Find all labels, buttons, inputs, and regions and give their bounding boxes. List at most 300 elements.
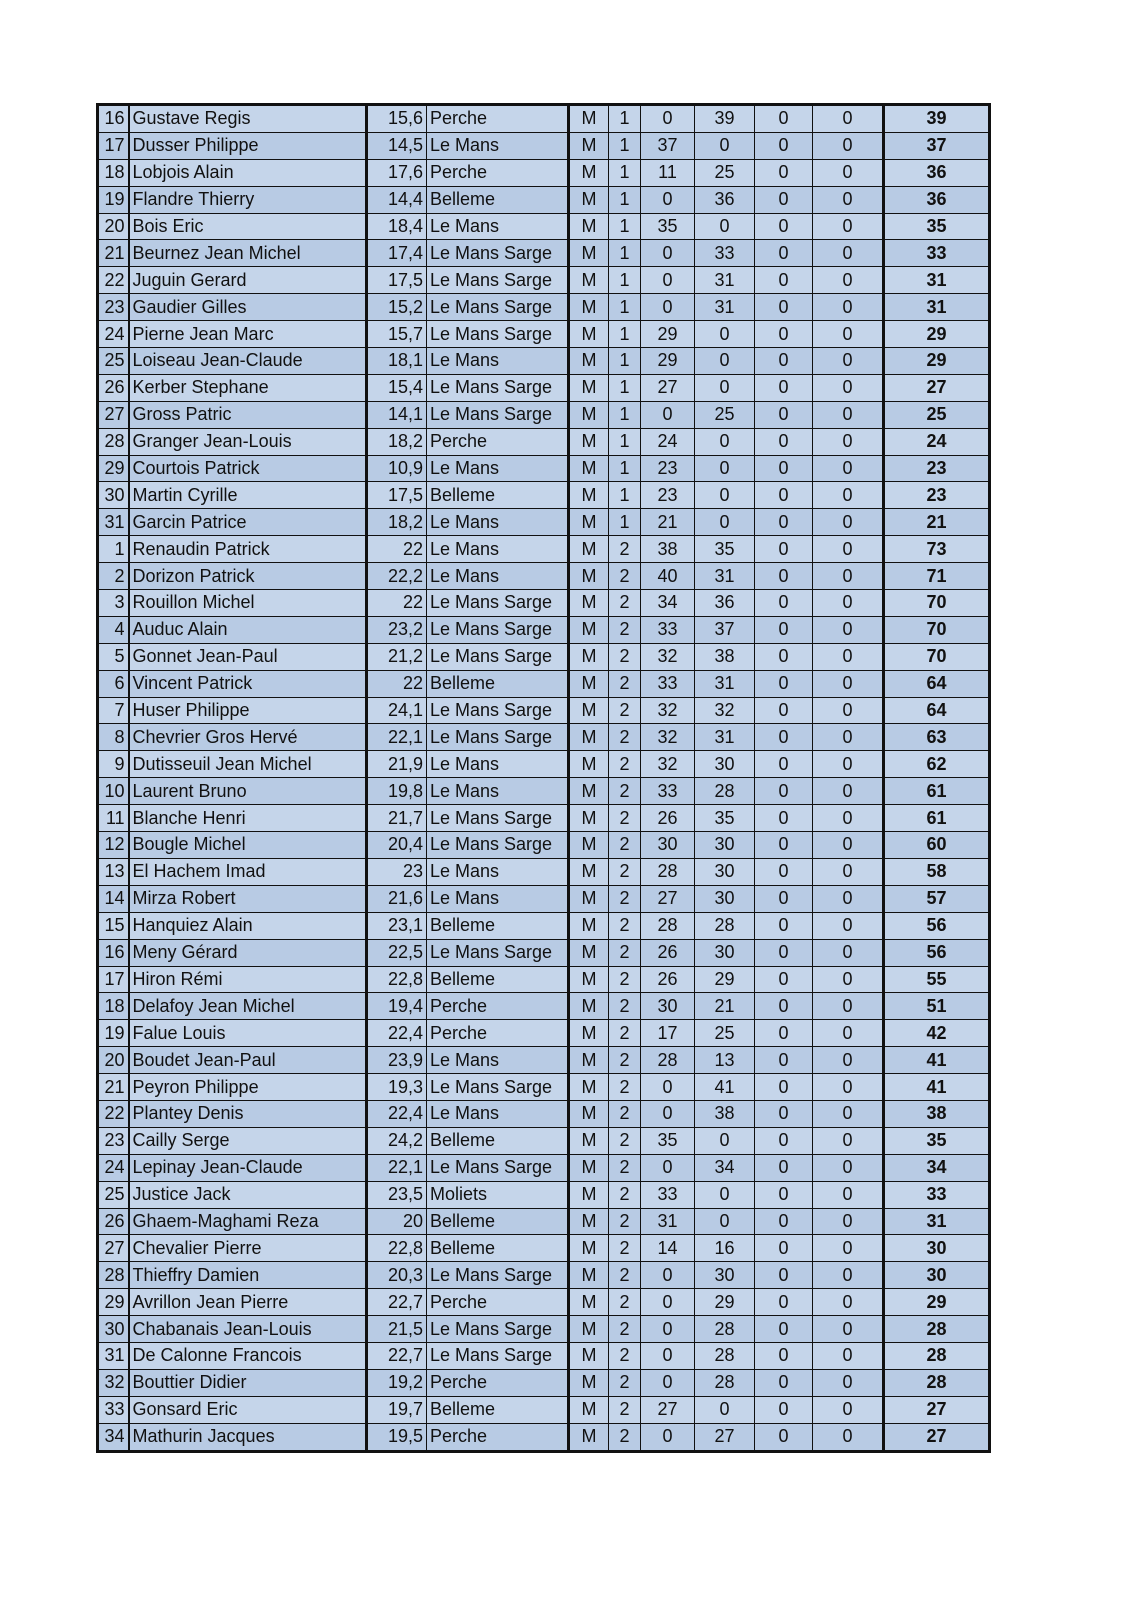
handicap-cell: 22	[367, 590, 427, 617]
round4-score-cell: 0	[813, 724, 884, 751]
category-cell: 1	[609, 294, 641, 321]
player-name-cell: Thieffry Damien	[129, 1262, 367, 1289]
gender-cell: M	[569, 670, 609, 697]
round4-score-cell: 0	[813, 939, 884, 966]
rank-cell: 23	[98, 294, 129, 321]
round4-score-cell: 0	[813, 1154, 884, 1181]
club-cell: Le Mans Sarge	[427, 1074, 569, 1101]
total-score-cell: 51	[884, 993, 990, 1020]
player-name-cell: Chabanais Jean-Louis	[129, 1316, 367, 1343]
total-score-cell: 27	[884, 1423, 990, 1451]
round3-score-cell: 0	[755, 240, 813, 267]
club-cell: Le Mans	[427, 751, 569, 778]
player-name-cell: Vincent Patrick	[129, 670, 367, 697]
handicap-cell: 18,2	[367, 509, 427, 536]
handicap-cell: 19,8	[367, 778, 427, 805]
total-score-cell: 28	[884, 1369, 990, 1396]
club-cell: Le Mans Sarge	[427, 643, 569, 670]
club-cell: Perche	[427, 1423, 569, 1451]
club-cell: Belleme	[427, 482, 569, 509]
rank-cell: 23	[98, 1127, 129, 1154]
club-cell: Le Mans Sarge	[427, 1154, 569, 1181]
round2-score-cell: 27	[695, 1423, 755, 1451]
category-cell: 1	[609, 348, 641, 375]
table-row	[98, 885, 990, 912]
gender-cell: M	[569, 428, 609, 455]
rank-cell: 16	[98, 105, 129, 133]
round1-score-cell: 0	[641, 1342, 695, 1369]
rank-cell: 8	[98, 724, 129, 751]
player-name-cell: Laurent Bruno	[129, 778, 367, 805]
round1-score-cell: 31	[641, 1208, 695, 1235]
total-score-cell: 58	[884, 858, 990, 885]
round1-score-cell: 32	[641, 724, 695, 751]
total-score-cell: 31	[884, 294, 990, 321]
table-row	[98, 1369, 990, 1396]
round4-score-cell: 0	[813, 966, 884, 993]
round2-score-cell: 30	[695, 832, 755, 859]
category-cell: 2	[609, 1047, 641, 1074]
round2-score-cell: 25	[695, 401, 755, 428]
player-name-cell: Gaudier Gilles	[129, 294, 367, 321]
handicap-cell: 20,3	[367, 1262, 427, 1289]
round2-score-cell: 30	[695, 751, 755, 778]
gender-cell: M	[569, 267, 609, 294]
round3-score-cell: 0	[755, 321, 813, 348]
table-row	[98, 643, 990, 670]
category-cell: 1	[609, 482, 641, 509]
table-row	[98, 240, 990, 267]
table-row	[98, 267, 990, 294]
table-row	[98, 159, 990, 186]
gender-cell: M	[569, 643, 609, 670]
round2-score-cell: 25	[695, 159, 755, 186]
rank-cell: 3	[98, 590, 129, 617]
handicap-cell: 22,4	[367, 1020, 427, 1047]
table-row	[98, 1208, 990, 1235]
club-cell: Le Mans Sarge	[427, 590, 569, 617]
club-cell: Belleme	[427, 1235, 569, 1262]
round3-score-cell: 0	[755, 670, 813, 697]
gender-cell: M	[569, 563, 609, 590]
category-cell: 1	[609, 186, 641, 213]
handicap-cell: 14,1	[367, 401, 427, 428]
gender-cell: M	[569, 939, 609, 966]
table-row	[98, 1423, 990, 1451]
round3-score-cell: 0	[755, 536, 813, 563]
club-cell: Le Mans	[427, 563, 569, 590]
category-cell: 2	[609, 1100, 641, 1127]
total-score-cell: 42	[884, 1020, 990, 1047]
round1-score-cell: 29	[641, 321, 695, 348]
handicap-cell: 15,7	[367, 321, 427, 348]
handicap-cell: 23,5	[367, 1181, 427, 1208]
player-name-cell: Kerber Stephane	[129, 374, 367, 401]
round1-score-cell: 28	[641, 858, 695, 885]
table-row	[98, 536, 990, 563]
player-name-cell: Lepinay Jean-Claude	[129, 1154, 367, 1181]
handicap-cell: 19,7	[367, 1396, 427, 1423]
handicap-cell: 19,2	[367, 1369, 427, 1396]
round1-score-cell: 0	[641, 1289, 695, 1316]
gender-cell: M	[569, 778, 609, 805]
total-score-cell: 70	[884, 616, 990, 643]
total-score-cell: 27	[884, 1396, 990, 1423]
handicap-cell: 20	[367, 1208, 427, 1235]
round3-score-cell: 0	[755, 1316, 813, 1343]
club-cell: Le Mans Sarge	[427, 374, 569, 401]
round1-score-cell: 33	[641, 616, 695, 643]
handicap-cell: 22,7	[367, 1289, 427, 1316]
club-cell: Le Mans	[427, 536, 569, 563]
round2-score-cell: 28	[695, 912, 755, 939]
table-row	[98, 993, 990, 1020]
round1-score-cell: 30	[641, 832, 695, 859]
round4-score-cell: 0	[813, 697, 884, 724]
round3-score-cell: 0	[755, 939, 813, 966]
club-cell: Belleme	[427, 186, 569, 213]
round1-score-cell: 0	[641, 267, 695, 294]
table-row	[98, 563, 990, 590]
total-score-cell: 57	[884, 885, 990, 912]
table-row	[98, 697, 990, 724]
round1-score-cell: 0	[641, 240, 695, 267]
category-cell: 2	[609, 1074, 641, 1101]
club-cell: Le Mans	[427, 1100, 569, 1127]
gender-cell: M	[569, 993, 609, 1020]
table-row	[98, 1127, 990, 1154]
total-score-cell: 56	[884, 912, 990, 939]
player-name-cell: Peyron Philippe	[129, 1074, 367, 1101]
round1-score-cell: 0	[641, 294, 695, 321]
handicap-cell: 22	[367, 670, 427, 697]
handicap-cell: 22,1	[367, 724, 427, 751]
round3-score-cell: 0	[755, 1369, 813, 1396]
round1-score-cell: 35	[641, 1127, 695, 1154]
round2-score-cell: 31	[695, 670, 755, 697]
table-row	[98, 1262, 990, 1289]
club-cell: Perche	[427, 1020, 569, 1047]
round3-score-cell: 0	[755, 1181, 813, 1208]
rank-cell: 33	[98, 1396, 129, 1423]
table-row	[98, 1020, 990, 1047]
round4-score-cell: 0	[813, 428, 884, 455]
rank-cell: 11	[98, 805, 129, 832]
rank-cell: 27	[98, 401, 129, 428]
player-name-cell: Garcin Patrice	[129, 509, 367, 536]
table-row	[98, 939, 990, 966]
category-cell: 2	[609, 1154, 641, 1181]
gender-cell: M	[569, 1127, 609, 1154]
total-score-cell: 29	[884, 321, 990, 348]
round4-score-cell: 0	[813, 1181, 884, 1208]
gender-cell: M	[569, 1047, 609, 1074]
round4-score-cell: 0	[813, 1127, 884, 1154]
gender-cell: M	[569, 1074, 609, 1101]
round4-score-cell: 0	[813, 240, 884, 267]
table-row	[98, 805, 990, 832]
club-cell: Belleme	[427, 966, 569, 993]
handicap-cell: 22,5	[367, 939, 427, 966]
player-name-cell: Dusser Philippe	[129, 132, 367, 159]
handicap-cell: 19,4	[367, 993, 427, 1020]
round4-score-cell: 0	[813, 912, 884, 939]
table-row	[98, 428, 990, 455]
table-row	[98, 966, 990, 993]
round2-score-cell: 41	[695, 1074, 755, 1101]
handicap-cell: 17,4	[367, 240, 427, 267]
gender-cell: M	[569, 1235, 609, 1262]
player-name-cell: Dorizon Patrick	[129, 563, 367, 590]
total-score-cell: 56	[884, 939, 990, 966]
club-cell: Le Mans Sarge	[427, 267, 569, 294]
rank-cell: 16	[98, 939, 129, 966]
total-score-cell: 39	[884, 105, 990, 133]
round2-score-cell: 0	[695, 1127, 755, 1154]
table-row	[98, 105, 990, 133]
gender-cell: M	[569, 912, 609, 939]
round2-score-cell: 0	[695, 374, 755, 401]
round4-score-cell: 0	[813, 1235, 884, 1262]
club-cell: Le Mans	[427, 509, 569, 536]
round2-score-cell: 28	[695, 1342, 755, 1369]
rank-cell: 12	[98, 832, 129, 859]
club-cell: Le Mans Sarge	[427, 321, 569, 348]
category-cell: 2	[609, 1235, 641, 1262]
round2-score-cell: 30	[695, 858, 755, 885]
round3-score-cell: 0	[755, 993, 813, 1020]
table-row	[98, 1316, 990, 1343]
round1-score-cell: 21	[641, 509, 695, 536]
round4-score-cell: 0	[813, 186, 884, 213]
results-body	[98, 105, 990, 1452]
rank-cell: 22	[98, 267, 129, 294]
category-cell: 2	[609, 858, 641, 885]
category-cell: 2	[609, 590, 641, 617]
round1-score-cell: 32	[641, 697, 695, 724]
handicap-cell: 18,4	[367, 213, 427, 240]
gender-cell: M	[569, 509, 609, 536]
club-cell: Le Mans	[427, 132, 569, 159]
club-cell: Le Mans Sarge	[427, 294, 569, 321]
player-name-cell: Flandre Thierry	[129, 186, 367, 213]
round4-score-cell: 0	[813, 348, 884, 375]
total-score-cell: 35	[884, 213, 990, 240]
table-row	[98, 509, 990, 536]
handicap-cell: 21,2	[367, 643, 427, 670]
rank-cell: 30	[98, 482, 129, 509]
round2-score-cell: 31	[695, 563, 755, 590]
club-cell: Belleme	[427, 1127, 569, 1154]
category-cell: 1	[609, 455, 641, 482]
round3-score-cell: 0	[755, 1154, 813, 1181]
club-cell: Le Mans	[427, 348, 569, 375]
round4-score-cell: 0	[813, 1423, 884, 1451]
round3-score-cell: 0	[755, 1208, 813, 1235]
player-name-cell: Cailly Serge	[129, 1127, 367, 1154]
round4-score-cell: 0	[813, 1289, 884, 1316]
player-name-cell: Boudet Jean-Paul	[129, 1047, 367, 1074]
round3-score-cell: 0	[755, 1047, 813, 1074]
handicap-cell: 22,4	[367, 1100, 427, 1127]
round1-score-cell: 14	[641, 1235, 695, 1262]
club-cell: Le Mans Sarge	[427, 240, 569, 267]
club-cell: Le Mans Sarge	[427, 832, 569, 859]
club-cell: Le Mans	[427, 213, 569, 240]
category-cell: 2	[609, 912, 641, 939]
round3-score-cell: 0	[755, 294, 813, 321]
round3-score-cell: 0	[755, 159, 813, 186]
round4-score-cell: 0	[813, 105, 884, 133]
rank-cell: 18	[98, 993, 129, 1020]
round2-score-cell: 34	[695, 1154, 755, 1181]
handicap-cell: 18,2	[367, 428, 427, 455]
round4-score-cell: 0	[813, 159, 884, 186]
club-cell: Perche	[427, 105, 569, 133]
rank-cell: 21	[98, 240, 129, 267]
handicap-cell: 23,1	[367, 912, 427, 939]
table-row	[98, 294, 990, 321]
total-score-cell: 73	[884, 536, 990, 563]
table-row	[98, 1235, 990, 1262]
round3-score-cell: 0	[755, 1262, 813, 1289]
category-cell: 2	[609, 939, 641, 966]
rank-cell: 24	[98, 321, 129, 348]
player-name-cell: Avrillon Jean Pierre	[129, 1289, 367, 1316]
handicap-cell: 22,8	[367, 966, 427, 993]
club-cell: Belleme	[427, 912, 569, 939]
round4-score-cell: 0	[813, 132, 884, 159]
handicap-cell: 14,4	[367, 186, 427, 213]
handicap-cell: 23	[367, 858, 427, 885]
rank-cell: 22	[98, 1100, 129, 1127]
round3-score-cell: 0	[755, 1074, 813, 1101]
gender-cell: M	[569, 1100, 609, 1127]
club-cell: Le Mans Sarge	[427, 805, 569, 832]
player-name-cell: Martin Cyrille	[129, 482, 367, 509]
handicap-cell: 21,7	[367, 805, 427, 832]
handicap-cell: 22	[367, 536, 427, 563]
category-cell: 2	[609, 751, 641, 778]
round1-score-cell: 11	[641, 159, 695, 186]
handicap-cell: 23,9	[367, 1047, 427, 1074]
round1-score-cell: 0	[641, 105, 695, 133]
category-cell: 2	[609, 832, 641, 859]
category-cell: 2	[609, 1316, 641, 1343]
total-score-cell: 63	[884, 724, 990, 751]
rank-cell: 21	[98, 1074, 129, 1101]
rank-cell: 26	[98, 1208, 129, 1235]
gender-cell: M	[569, 1316, 609, 1343]
category-cell: 1	[609, 321, 641, 348]
round2-score-cell: 36	[695, 590, 755, 617]
total-score-cell: 41	[884, 1074, 990, 1101]
round2-score-cell: 28	[695, 1316, 755, 1343]
table-row	[98, 1342, 990, 1369]
round3-score-cell: 0	[755, 697, 813, 724]
category-cell: 1	[609, 105, 641, 133]
player-name-cell: Lobjois Alain	[129, 159, 367, 186]
handicap-cell: 17,6	[367, 159, 427, 186]
club-cell: Perche	[427, 1289, 569, 1316]
round2-score-cell: 29	[695, 966, 755, 993]
category-cell: 2	[609, 724, 641, 751]
round2-score-cell: 0	[695, 1396, 755, 1423]
round3-score-cell: 0	[755, 374, 813, 401]
round1-score-cell: 34	[641, 590, 695, 617]
round4-score-cell: 0	[813, 213, 884, 240]
rank-cell: 13	[98, 858, 129, 885]
round2-score-cell: 0	[695, 213, 755, 240]
round3-score-cell: 0	[755, 455, 813, 482]
gender-cell: M	[569, 1423, 609, 1451]
total-score-cell: 29	[884, 348, 990, 375]
total-score-cell: 28	[884, 1316, 990, 1343]
player-name-cell: Beurnez Jean Michel	[129, 240, 367, 267]
club-cell: Le Mans Sarge	[427, 401, 569, 428]
round3-score-cell: 0	[755, 778, 813, 805]
player-name-cell: Delafoy Jean Michel	[129, 993, 367, 1020]
total-score-cell: 61	[884, 778, 990, 805]
round1-score-cell: 40	[641, 563, 695, 590]
round1-score-cell: 26	[641, 805, 695, 832]
round2-score-cell: 30	[695, 885, 755, 912]
club-cell: Le Mans	[427, 1047, 569, 1074]
round1-score-cell: 26	[641, 966, 695, 993]
gender-cell: M	[569, 240, 609, 267]
category-cell: 2	[609, 1020, 641, 1047]
handicap-cell: 17,5	[367, 267, 427, 294]
round1-score-cell: 0	[641, 401, 695, 428]
round3-score-cell: 0	[755, 912, 813, 939]
round4-score-cell: 0	[813, 993, 884, 1020]
player-name-cell: Gonsard Eric	[129, 1396, 367, 1423]
club-cell: Le Mans Sarge	[427, 697, 569, 724]
total-score-cell: 24	[884, 428, 990, 455]
round1-score-cell: 35	[641, 213, 695, 240]
rank-cell: 18	[98, 159, 129, 186]
table-row	[98, 858, 990, 885]
round1-score-cell: 23	[641, 455, 695, 482]
round2-score-cell: 39	[695, 105, 755, 133]
category-cell: 2	[609, 885, 641, 912]
category-cell: 2	[609, 778, 641, 805]
round2-score-cell: 37	[695, 616, 755, 643]
total-score-cell: 64	[884, 670, 990, 697]
table-row	[98, 186, 990, 213]
round3-score-cell: 0	[755, 563, 813, 590]
round2-score-cell: 33	[695, 240, 755, 267]
round2-score-cell: 35	[695, 536, 755, 563]
rank-cell: 5	[98, 643, 129, 670]
rank-cell: 15	[98, 912, 129, 939]
rank-cell: 30	[98, 1316, 129, 1343]
category-cell: 2	[609, 1396, 641, 1423]
category-cell: 2	[609, 1262, 641, 1289]
round2-score-cell: 28	[695, 1369, 755, 1396]
rank-cell: 20	[98, 213, 129, 240]
player-name-cell: Renaudin Patrick	[129, 536, 367, 563]
table-row	[98, 132, 990, 159]
round4-score-cell: 0	[813, 267, 884, 294]
gender-cell: M	[569, 616, 609, 643]
club-cell: Le Mans Sarge	[427, 1342, 569, 1369]
player-name-cell: Loiseau Jean-Claude	[129, 348, 367, 375]
rank-cell: 34	[98, 1423, 129, 1451]
rank-cell: 25	[98, 348, 129, 375]
round1-score-cell: 0	[641, 1100, 695, 1127]
rank-cell: 19	[98, 1020, 129, 1047]
